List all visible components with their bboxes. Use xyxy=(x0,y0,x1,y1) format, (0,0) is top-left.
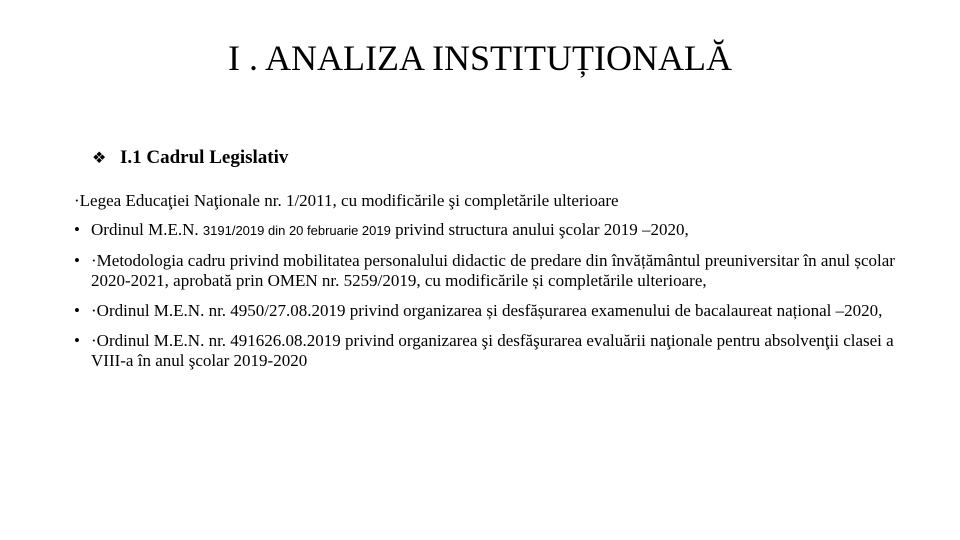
legislation-item-text: Metodologia cadru privind mobilitatea personalului didactic de predare din învățământul preuniversitar în anul școlar 2020-2021, aprobată prin OMEN nr. 5259/2019, cu modificările și completările ulterioare, xyxy=(91,251,895,290)
slide-title: I . ANALIZA INSTITUȚIONALĂ xyxy=(228,38,732,78)
inner-dot-icon: · xyxy=(74,191,80,210)
legislation-item-text: Ordinul M.E.N. nr. 4950/27.08.2019 privind organizarea și desfășurarea examenului de bacalaureat național –2020, xyxy=(96,301,883,320)
legislation-item-text: Ordinul M.E.N. nr. 491626.08.2019 privind organizarea şi desfăşurarea evaluării naţionale pentru absolvenţii clasei a VIII-a în anul şcolar 2019-2020 xyxy=(91,331,894,370)
bullet-icon: • xyxy=(74,220,80,239)
legislation-item-text: Ordinul M.E.N. xyxy=(91,220,199,239)
legislation-list xyxy=(74,220,904,381)
bullet-icon: • xyxy=(74,251,80,270)
legislation-item-ordin-evaluare xyxy=(74,331,904,371)
bullet-icon: • xyxy=(74,301,80,320)
legislation-item-metodologie xyxy=(74,251,904,291)
legislation-item-text: Legea Educaţiei Naţionale nr. 1/2011, cu modificările şi completările ulterioare xyxy=(79,191,619,210)
legislation-item-reference: 3191/2019 din 20 februarie 2019 xyxy=(202,223,391,238)
inner-dot-icon: · xyxy=(91,251,97,270)
legislation-item-ordin-bacalaureat xyxy=(74,301,904,321)
bullet-icon: • xyxy=(74,331,80,350)
legislation-item-lege-educatie xyxy=(74,190,619,212)
inner-dot-icon: · xyxy=(91,301,97,320)
section-heading-text: I.1 Cadrul Legislativ xyxy=(120,147,289,168)
legislation-item-ordin-structura xyxy=(74,220,904,241)
inner-dot-icon: · xyxy=(91,331,97,350)
legislation-item-text: privind structura anului şcolar 2019 –2020, xyxy=(395,220,689,239)
section-heading xyxy=(92,146,288,171)
diamond-bullet-icon: ❖ xyxy=(92,150,107,167)
